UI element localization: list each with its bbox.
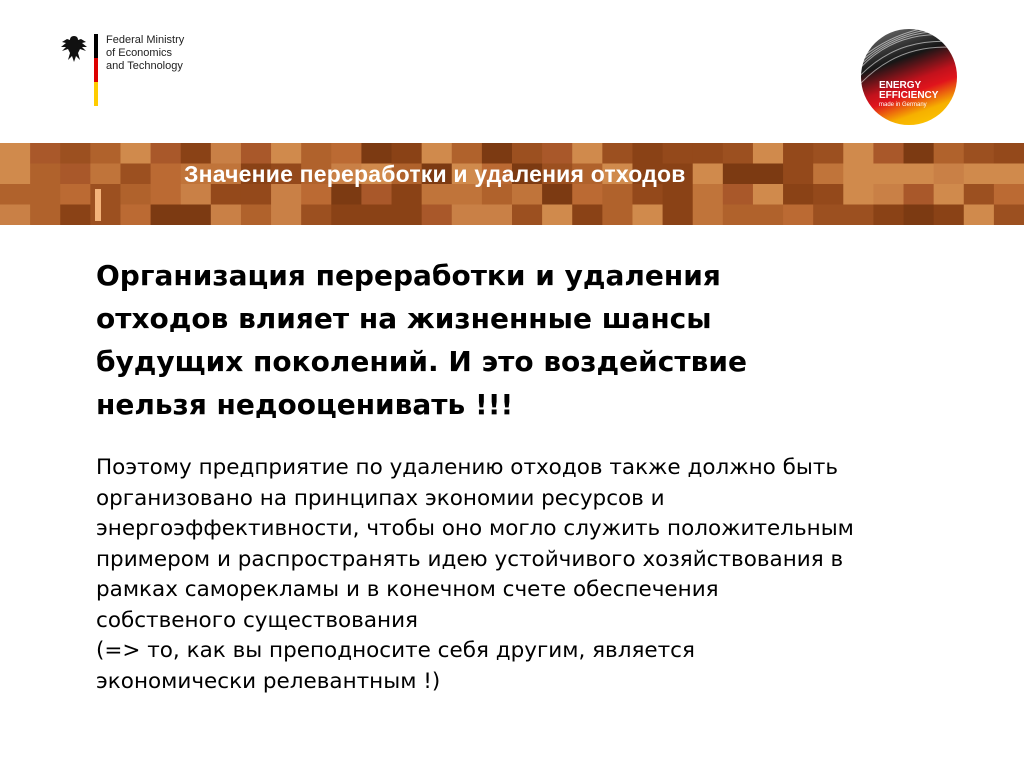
accent-bar — [95, 189, 101, 221]
ministry-name — [106, 34, 246, 73]
mosaic-tile — [30, 164, 61, 185]
mosaic-tile — [873, 205, 904, 226]
mosaic-tile — [994, 143, 1024, 164]
mosaic-tile — [60, 184, 91, 205]
mosaic-tile — [60, 164, 91, 185]
mosaic-tile — [723, 205, 754, 226]
ministry-logo — [60, 34, 240, 108]
mosaic-tile — [331, 205, 362, 226]
mosaic-tile — [90, 143, 121, 164]
mosaic-tile — [301, 205, 332, 226]
mosaic-tile — [120, 184, 151, 205]
mosaic-tile — [572, 205, 603, 226]
mosaic-tile — [602, 205, 633, 226]
mosaic-tile — [693, 205, 724, 226]
mosaic-tile — [934, 205, 965, 226]
mosaic-tile — [753, 205, 784, 226]
mosaic-tile — [0, 164, 31, 185]
mosaic-tile — [361, 205, 392, 226]
mosaic-tile — [0, 143, 31, 164]
mosaic-tile — [482, 205, 513, 226]
ministry-line-1: Federal Ministry — [106, 34, 185, 46]
mosaic-tile — [151, 164, 182, 185]
mosaic-tile — [964, 205, 995, 226]
mosaic-tile — [271, 205, 302, 226]
mosaic-tile — [151, 143, 182, 164]
mosaic-tile — [512, 205, 543, 226]
mosaic-tile — [30, 184, 61, 205]
mosaic-tile — [30, 143, 61, 164]
energy-efficiency-logo — [861, 29, 957, 125]
badge-text — [879, 81, 938, 109]
badge-line-3: made in Germany — [879, 102, 927, 108]
mosaic-tile — [663, 205, 694, 226]
mosaic-tile — [0, 205, 31, 226]
mosaic-tile — [211, 205, 242, 226]
mosaic-tile — [843, 205, 874, 226]
mosaic-tile — [30, 205, 61, 226]
mosaic-tile — [452, 205, 483, 226]
mosaic-tile — [994, 164, 1024, 185]
mosaic-tile — [181, 205, 212, 226]
mosaic-tile — [0, 184, 31, 205]
badge-line-2: EFFICIENCY — [879, 90, 939, 101]
mosaic-tile — [392, 205, 423, 226]
mosaic-tile — [783, 205, 814, 226]
mosaic-tile — [120, 164, 151, 185]
mosaic-tile — [151, 205, 182, 226]
ministry-line-3: and Technology — [106, 60, 183, 72]
mosaic-tile — [422, 205, 453, 226]
mosaic-tile — [120, 143, 151, 164]
mosaic-tile — [994, 205, 1024, 226]
mosaic-tile — [241, 205, 272, 226]
mosaic-tile — [151, 184, 182, 205]
federal-eagle-icon — [60, 34, 88, 64]
mosaic-tile — [813, 205, 844, 226]
mosaic-tile — [632, 205, 663, 226]
german-flag-bar — [94, 34, 98, 106]
mosaic-tile — [60, 205, 91, 226]
body-paragraph: Поэтому предприятие по удалению отходов также должно быть организовано на принципах экономии ресурсов и энергоэффективности, чтобы оно могло служить положительным примером и распространять идею устойчивого хозяйствования в рамках саморекламы и в конечном счете обеспечения собственого существования (=> то, как вы преподносите себя другим, является экономически релевантным !) — [96, 455, 854, 694]
mosaic-tile — [60, 143, 91, 164]
title-band — [0, 143, 1024, 225]
ministry-line-2: of Economics — [106, 47, 173, 59]
mosaic-tile — [994, 184, 1024, 205]
mosaic-tile — [542, 205, 573, 226]
slide-title: Значение переработки и удаления отходов — [184, 161, 686, 187]
badge-line-1: ENERGY — [879, 80, 922, 91]
mosaic-tile — [90, 164, 121, 185]
mosaic-tile — [904, 205, 935, 226]
lead-statement: Организация переработки и удаления отходов влияет на жизненные шансы будущих поколений. И это воздействие нельзя недооценивать !!! — [96, 259, 747, 421]
mosaic-tile — [120, 205, 151, 226]
